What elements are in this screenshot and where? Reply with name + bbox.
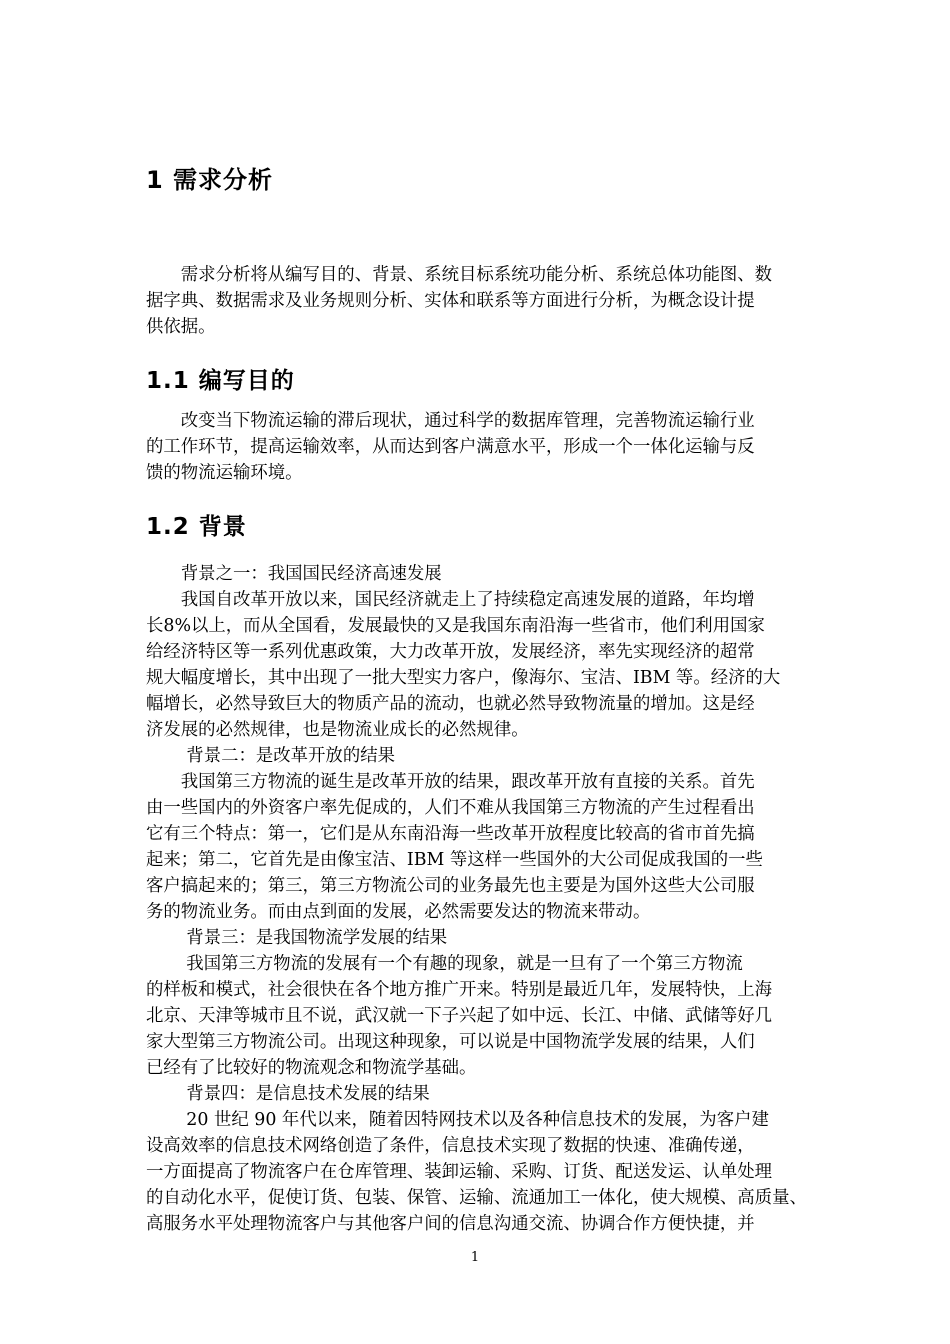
- text-line: 的自动化水平，促使订货、包装、保管、运输、流通加工一体化，使大规模、高质量、: [146, 1188, 807, 1208]
- text-line: 规大幅度增长，其中出现了一批大型实力客户，像海尔、宝洁、IBM 等。经济的大: [146, 668, 781, 688]
- text-line: 供依据。: [146, 317, 216, 337]
- text-line: 高服务水平处理物流客户与其他客户间的信息沟通交流、协调合作方便快捷，并: [146, 1214, 755, 1234]
- text-line: 改变当下物流运输的滞后现状，通过科学的数据库管理，完善物流运输行业: [146, 411, 755, 431]
- text-line: 家大型第三方物流公司。出现这种现象，可以说是中国物流学发展的结果，人们: [146, 1032, 755, 1052]
- text-line: 一方面提高了物流客户在仓库管理、装卸运输、采购、订货、配送发运、认单处理: [146, 1162, 773, 1182]
- text-line: 的样板和模式，社会很快在各个地方推广开来。特别是最近几年，发展特快，上海: [146, 980, 773, 1000]
- section-1-2-body: [146, 561, 814, 1237]
- subheading-line: 背景四：是信息技术发展的结果: [146, 1084, 430, 1104]
- text-line: 我国第三方物流的发展有一个有趣的现象，就是一旦有了一个第三方物流: [146, 954, 743, 974]
- text-line: 20 世纪 90 年代以来，随着因特网技术以及各种信息技术的发展，为客户建: [146, 1110, 769, 1130]
- text-line: 我国第三方物流的诞生是改革开放的结果，跟改革开放有直接的关系。首先: [146, 772, 755, 792]
- text-line: 馈的物流运输环境。: [146, 463, 303, 483]
- section-heading-1-1: 1.1 编写目的: [146, 368, 295, 394]
- text-line: 已经有了比较好的物流观念和物流学基础。: [146, 1058, 477, 1078]
- text-line: 需求分析将从编写目的、背景、系统目标系统功能分析、系统总体功能图、数: [146, 265, 773, 285]
- intro-paragraph: [146, 262, 814, 340]
- text-line: 长8%以上，而从全国看，发展最快的又是我国东南沿海一些省市，他们利用国家: [146, 616, 765, 636]
- text-line: 设高效率的信息技术网络创造了条件，信息技术实现了数据的快速、准确传递，: [146, 1136, 755, 1156]
- text-line: 据字典、数据需求及业务规则分析、实体和联系等方面进行分析，为概念设计提: [146, 291, 755, 311]
- section-1-1-paragraph: [146, 408, 814, 486]
- text-line: 它有三个特点：第一，它们是从东南沿海一些改革开放程度比较高的省市首先搞: [146, 824, 755, 844]
- text-line: 给经济特区等一系列优惠政策，大力改革开放，发展经济，率先实现经济的超常: [146, 642, 755, 662]
- subheading-line: 背景二：是改革开放的结果: [146, 746, 395, 766]
- text-line: 北京、天津等城市且不说，武汉就一下子兴起了如中远、长江、中储、武储等好几: [146, 1006, 773, 1026]
- page-number: 1: [470, 1250, 480, 1265]
- text-line: 幅增长，必然导致巨大的物质产品的流动，也就必然导致物流量的增加。这是经: [146, 694, 755, 714]
- subheading-line: 背景三：是我国物流学发展的结果: [146, 928, 448, 948]
- text-line: 起来；第二，它首先是由像宝洁、IBM 等这样一些国外的大公司促成我国的一些: [146, 850, 763, 870]
- text-line: 由一些国内的外资客户率先促成的，人们不难从我国第三方物流的产生过程看出: [146, 798, 755, 818]
- text-line: 客户搞起来的；第三，第三方物流公司的业务最先也主要是为国外这些大公司服: [146, 876, 755, 896]
- text-line: 务的物流业务。而由点到面的发展，必然需要发达的物流来带动。: [146, 902, 651, 922]
- section-heading-1-2: 1.2 背景: [146, 514, 247, 540]
- chapter-heading: 1 需求分析: [146, 166, 274, 194]
- subheading-line: 背景之一：我国国民经济高速发展: [146, 564, 442, 584]
- text-line: 的工作环节，提高运输效率，从而达到客户满意水平，形成一个一体化运输与反: [146, 437, 755, 457]
- text-line: 我国自改革开放以来，国民经济就走上了持续稳定高速发展的道路，年均增: [146, 590, 755, 610]
- text-line: 济发展的必然规律，也是物流业成长的必然规律。: [146, 720, 529, 740]
